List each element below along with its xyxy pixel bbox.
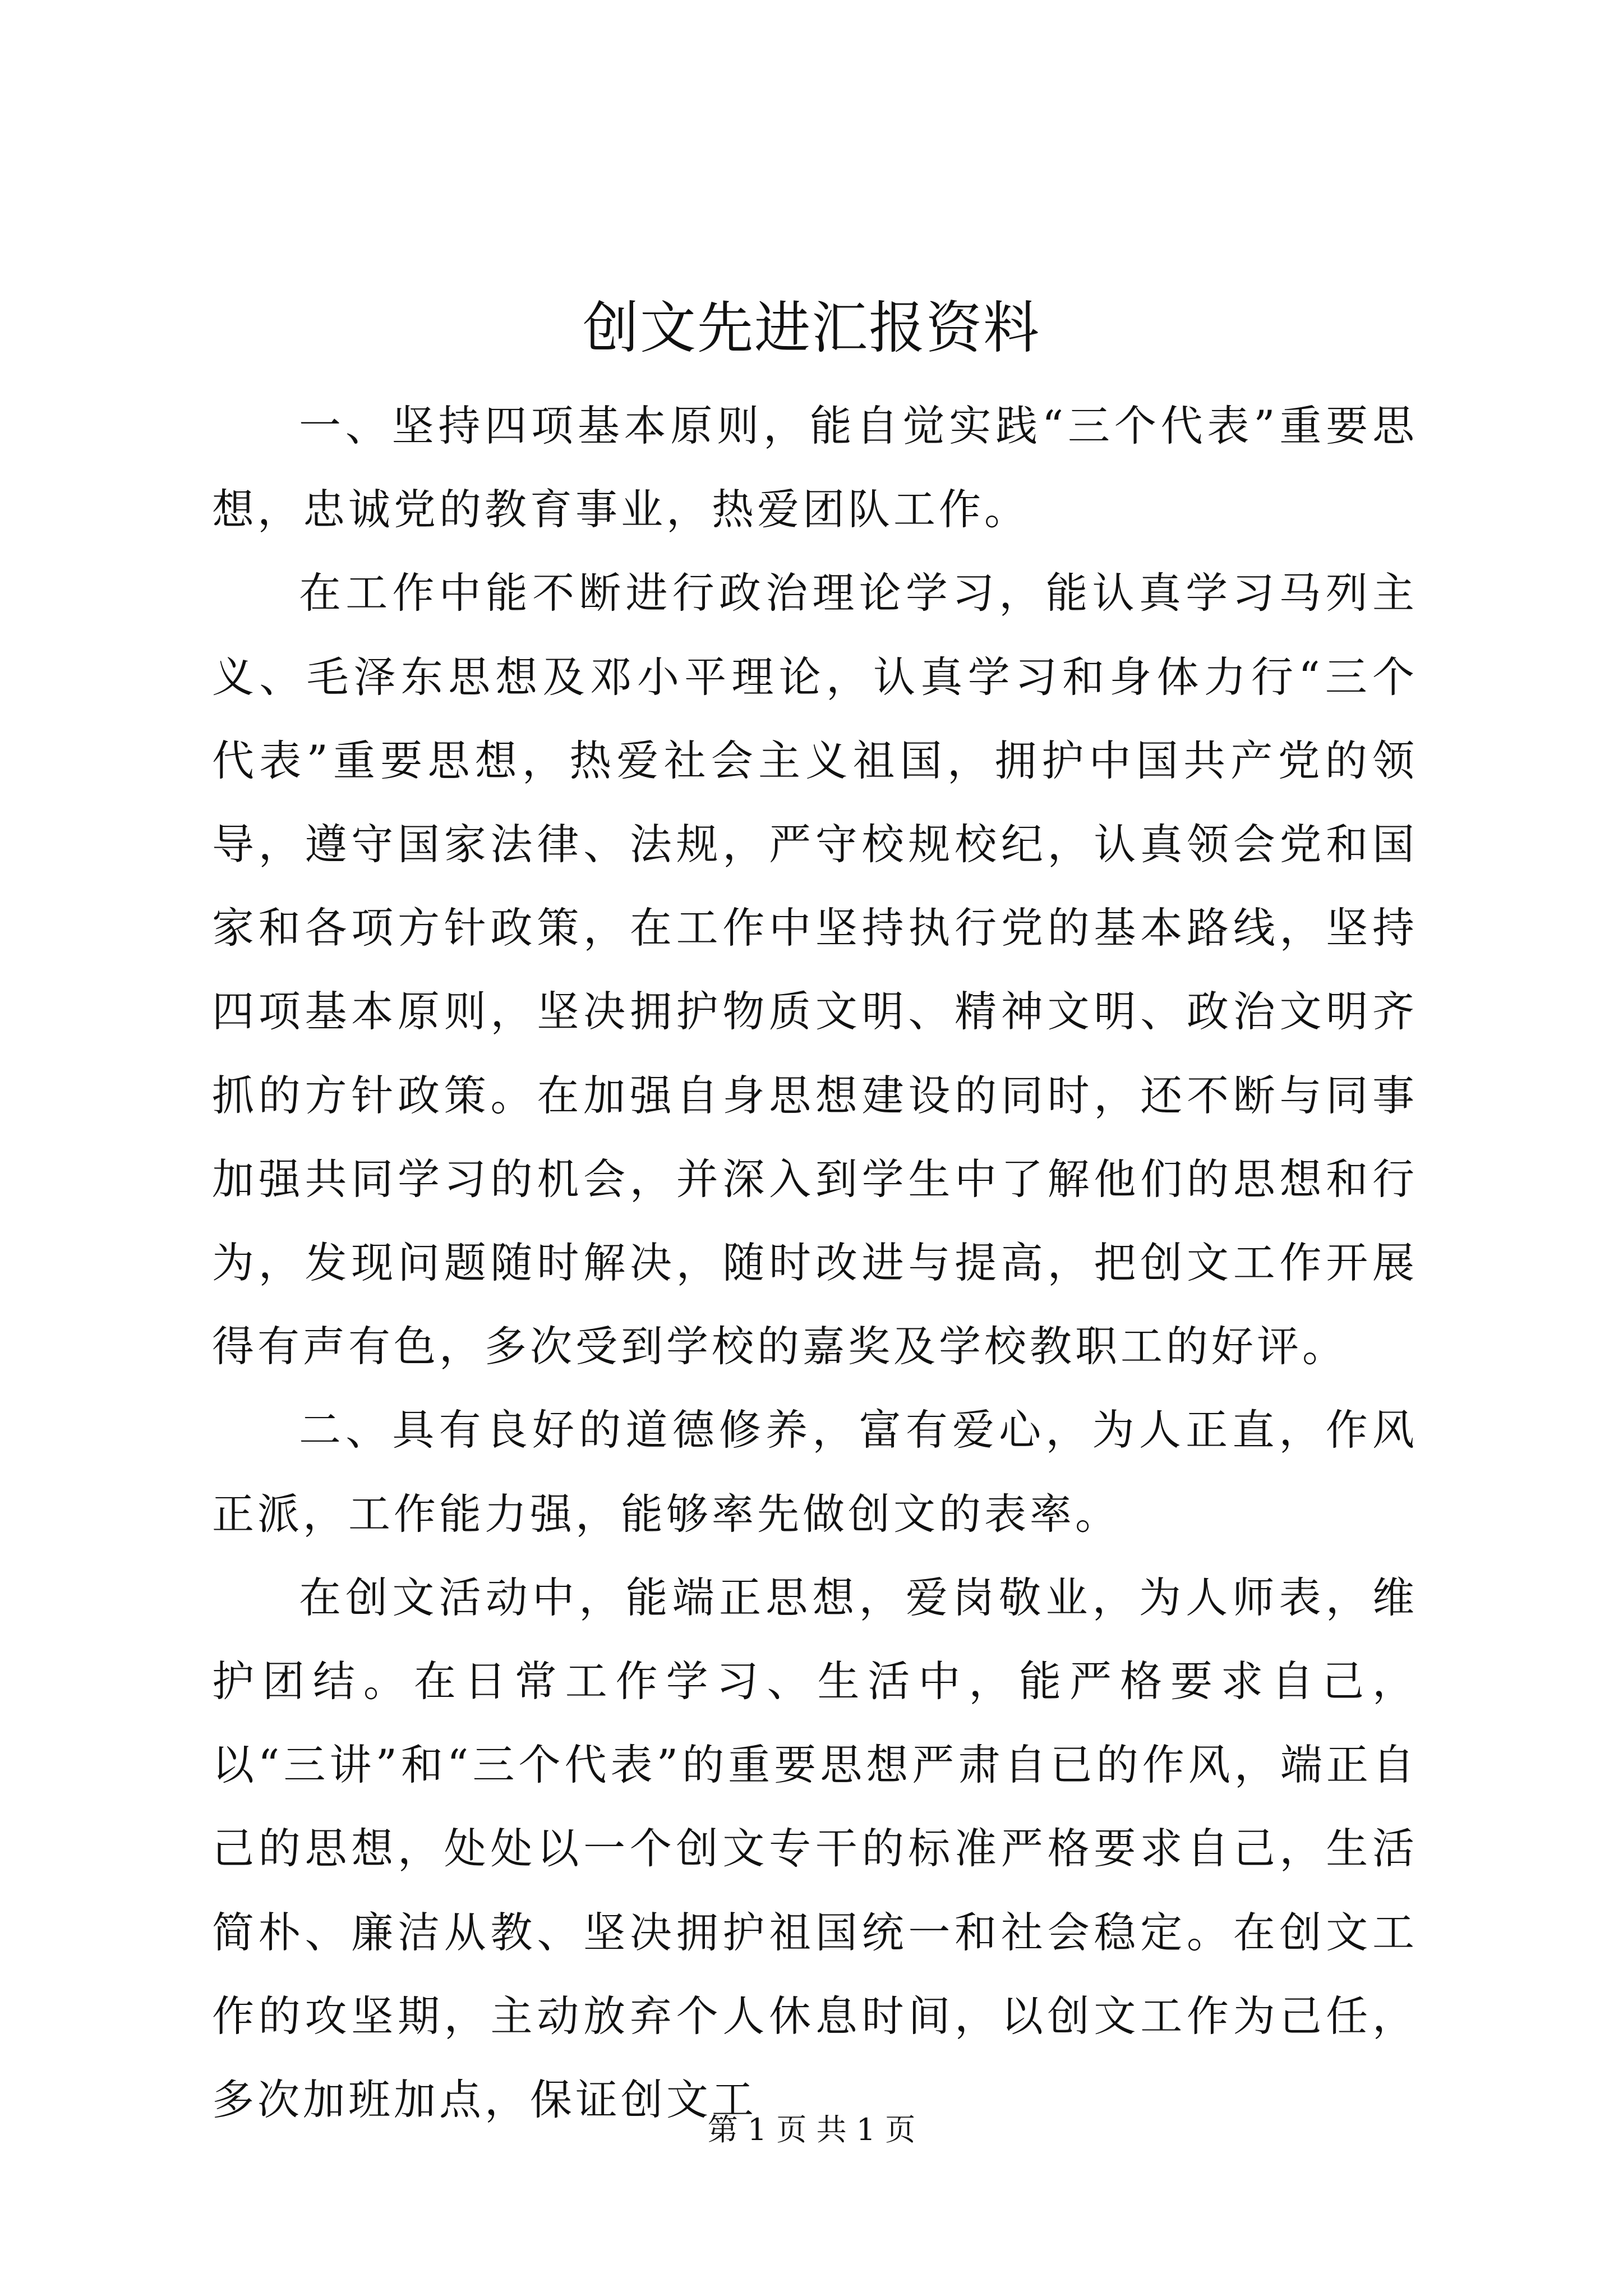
- paragraph-creation-activities: 在创文活动中，能端正思想，爱岗敬业，为人师表，维护团结。在日常工作学习、生活中，能严格要求自己，以“三讲”和“三个代表”的重要思想严肃自已的作风，端正自己的思想，处处以一个创文专干的标准严格要求自己，生活简朴、廉洁从教、坚决拥护祖国统一和社会稳定。在创文工作的攻坚期，主动放弃个人休息时间，以创文工作为己任，多次加班加点，保证创文工: [212, 1572, 1418, 2125]
- paragraph-principles-heading: 一、坚持四项基本原则，能自觉实践“三个代表”重要思想，忠诚党的教育事业，热爱团队工作。: [212, 401, 1418, 535]
- document-title: 创文先进汇报资料: [583, 295, 1040, 361]
- paragraph-political-study: 在工作中能不断进行政治理论学习，能认真学习马列主义、毛泽东思想及邓小平理论，认真学习和身体力行“三个代表”重要思想，热爱社会主义祖国，拥护中国共产党的领导，遵守国家法律、法规，严守校规校纪，认真领会党和国家和各项方针政策，在工作中坚持执行党的基本路线，坚持四项基本原则，坚决拥护物质文明、精神文明、政治文明齐抓的方针政策。在加强自身思想建设的同时，还不断与同事加强共同学习的机会，并深入到学生中了解他们的思想和行为，发现问题随时解决，随时改进与提高，把创文工作开展得有声有色，多次受到学校的嘉奖及学校教职工的好评。: [212, 568, 1418, 1372]
- document-body: [212, 384, 1418, 2142]
- page-footer: 第 1 页 共 1 页: [707, 2112, 916, 2147]
- paragraph-morality-heading: 二、具有良好的道德修养，富有爱心，为人正直，作风正派，工作能力强，能够率先做创文的表率。: [212, 1405, 1418, 1539]
